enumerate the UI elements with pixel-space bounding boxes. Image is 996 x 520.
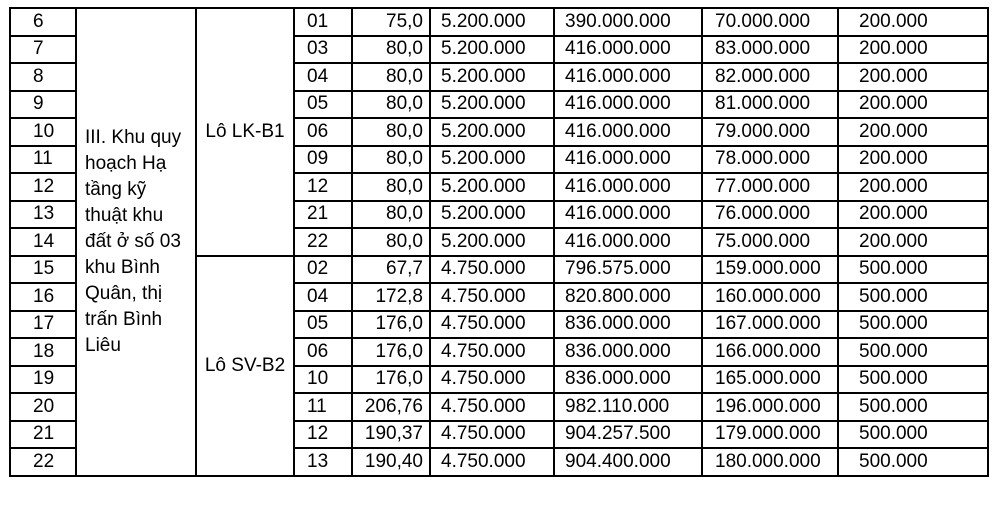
application-fee: 200.000	[838, 63, 988, 91]
unit-price: 5.200.000	[430, 8, 554, 36]
row-number: 21	[10, 421, 76, 449]
total-price: 836.000.000	[554, 311, 702, 339]
total-price: 416.000.000	[554, 173, 702, 201]
plot-area: 80,0	[352, 36, 430, 64]
total-price: 416.000.000	[554, 63, 702, 91]
plot-number: 11	[294, 393, 352, 421]
plot-area: 176,0	[352, 338, 430, 366]
row-number: 13	[10, 201, 76, 229]
total-price: 416.000.000	[554, 201, 702, 229]
application-fee: 200.000	[838, 36, 988, 64]
application-fee: 500.000	[838, 338, 988, 366]
plot-number: 03	[294, 36, 352, 64]
plot-number: 12	[294, 421, 352, 449]
unit-price: 5.200.000	[430, 63, 554, 91]
plot-number: 22	[294, 228, 352, 256]
unit-price: 5.200.000	[430, 146, 554, 174]
total-price: 416.000.000	[554, 228, 702, 256]
unit-price: 5.200.000	[430, 228, 554, 256]
lot-name-cell: Lô LK-B1	[196, 8, 294, 256]
plot-area: 80,0	[352, 91, 430, 119]
application-fee: 200.000	[838, 8, 988, 36]
plot-number: 04	[294, 283, 352, 311]
table-body	[10, 8, 988, 476]
deposit-amount: 179.000.000	[702, 421, 838, 449]
plot-area: 190,37	[352, 421, 430, 449]
row-number: 12	[10, 173, 76, 201]
unit-price: 4.750.000	[430, 421, 554, 449]
unit-price: 5.200.000	[430, 201, 554, 229]
deposit-amount: 75.000.000	[702, 228, 838, 256]
deposit-amount: 79.000.000	[702, 118, 838, 146]
unit-price: 5.200.000	[430, 91, 554, 119]
unit-price: 4.750.000	[430, 448, 554, 476]
deposit-amount: 78.000.000	[702, 146, 838, 174]
table-row	[10, 8, 988, 36]
unit-price: 5.200.000	[430, 173, 554, 201]
plot-number: 21	[294, 201, 352, 229]
application-fee: 200.000	[838, 201, 988, 229]
application-fee: 500.000	[838, 366, 988, 394]
deposit-amount: 70.000.000	[702, 8, 838, 36]
row-number: 20	[10, 393, 76, 421]
application-fee: 200.000	[838, 173, 988, 201]
application-fee: 200.000	[838, 228, 988, 256]
row-number: 11	[10, 146, 76, 174]
application-fee: 500.000	[838, 283, 988, 311]
deposit-amount: 166.000.000	[702, 338, 838, 366]
land-auction-table	[9, 7, 989, 477]
plot-area: 176,0	[352, 311, 430, 339]
total-price: 390.000.000	[554, 8, 702, 36]
plot-area: 67,7	[352, 256, 430, 284]
plot-number: 06	[294, 338, 352, 366]
plot-area: 80,0	[352, 228, 430, 256]
lot-name-cell: Lô SV-B2	[196, 256, 294, 476]
plot-number: 04	[294, 63, 352, 91]
application-fee: 200.000	[838, 118, 988, 146]
plot-area: 190,40	[352, 448, 430, 476]
total-price: 982.110.000	[554, 393, 702, 421]
application-fee: 500.000	[838, 421, 988, 449]
row-number: 7	[10, 36, 76, 64]
row-number: 19	[10, 366, 76, 394]
application-fee: 200.000	[838, 91, 988, 119]
deposit-amount: 165.000.000	[702, 366, 838, 394]
plot-area: 75,0	[352, 8, 430, 36]
deposit-amount: 160.000.000	[702, 283, 838, 311]
deposit-amount: 167.000.000	[702, 311, 838, 339]
application-fee: 500.000	[838, 311, 988, 339]
application-fee: 500.000	[838, 448, 988, 476]
plot-number: 02	[294, 256, 352, 284]
row-number: 10	[10, 118, 76, 146]
row-number: 9	[10, 91, 76, 119]
deposit-amount: 159.000.000	[702, 256, 838, 284]
plot-area: 206,76	[352, 393, 430, 421]
total-price: 796.575.000	[554, 256, 702, 284]
unit-price: 4.750.000	[430, 256, 554, 284]
total-price: 416.000.000	[554, 118, 702, 146]
row-number: 8	[10, 63, 76, 91]
area-name-cell: III. Khu quy hoạch Hạ tầng kỹ thuật khu đất ở số 03 khu Bình Quân, thị trấn Bình Liêu	[76, 8, 196, 476]
row-number: 16	[10, 283, 76, 311]
plot-number: 13	[294, 448, 352, 476]
row-number: 14	[10, 228, 76, 256]
deposit-amount: 83.000.000	[702, 36, 838, 64]
unit-price: 4.750.000	[430, 366, 554, 394]
total-price: 836.000.000	[554, 366, 702, 394]
application-fee: 500.000	[838, 256, 988, 284]
total-price: 904.400.000	[554, 448, 702, 476]
total-price: 416.000.000	[554, 146, 702, 174]
unit-price: 4.750.000	[430, 393, 554, 421]
plot-number: 12	[294, 173, 352, 201]
plot-number: 01	[294, 8, 352, 36]
row-number: 15	[10, 256, 76, 284]
plot-number: 05	[294, 311, 352, 339]
plot-number: 10	[294, 366, 352, 394]
plot-number: 09	[294, 146, 352, 174]
deposit-amount: 81.000.000	[702, 91, 838, 119]
total-price: 416.000.000	[554, 36, 702, 64]
deposit-amount: 77.000.000	[702, 173, 838, 201]
plot-area: 80,0	[352, 63, 430, 91]
total-price: 904.257.500	[554, 421, 702, 449]
application-fee: 200.000	[838, 146, 988, 174]
plot-area: 80,0	[352, 146, 430, 174]
plot-area: 80,0	[352, 118, 430, 146]
unit-price: 5.200.000	[430, 118, 554, 146]
plot-number: 05	[294, 91, 352, 119]
deposit-amount: 180.000.000	[702, 448, 838, 476]
plot-area: 172,8	[352, 283, 430, 311]
total-price: 820.800.000	[554, 283, 702, 311]
unit-price: 4.750.000	[430, 283, 554, 311]
row-number: 6	[10, 8, 76, 36]
row-number: 18	[10, 338, 76, 366]
application-fee: 500.000	[838, 393, 988, 421]
row-number: 22	[10, 448, 76, 476]
unit-price: 4.750.000	[430, 311, 554, 339]
deposit-amount: 76.000.000	[702, 201, 838, 229]
total-price: 836.000.000	[554, 338, 702, 366]
plot-area: 80,0	[352, 173, 430, 201]
plot-number: 06	[294, 118, 352, 146]
unit-price: 5.200.000	[430, 36, 554, 64]
unit-price: 4.750.000	[430, 338, 554, 366]
total-price: 416.000.000	[554, 91, 702, 119]
plot-area: 80,0	[352, 201, 430, 229]
plot-area: 176,0	[352, 366, 430, 394]
row-number: 17	[10, 311, 76, 339]
deposit-amount: 82.000.000	[702, 63, 838, 91]
deposit-amount: 196.000.000	[702, 393, 838, 421]
